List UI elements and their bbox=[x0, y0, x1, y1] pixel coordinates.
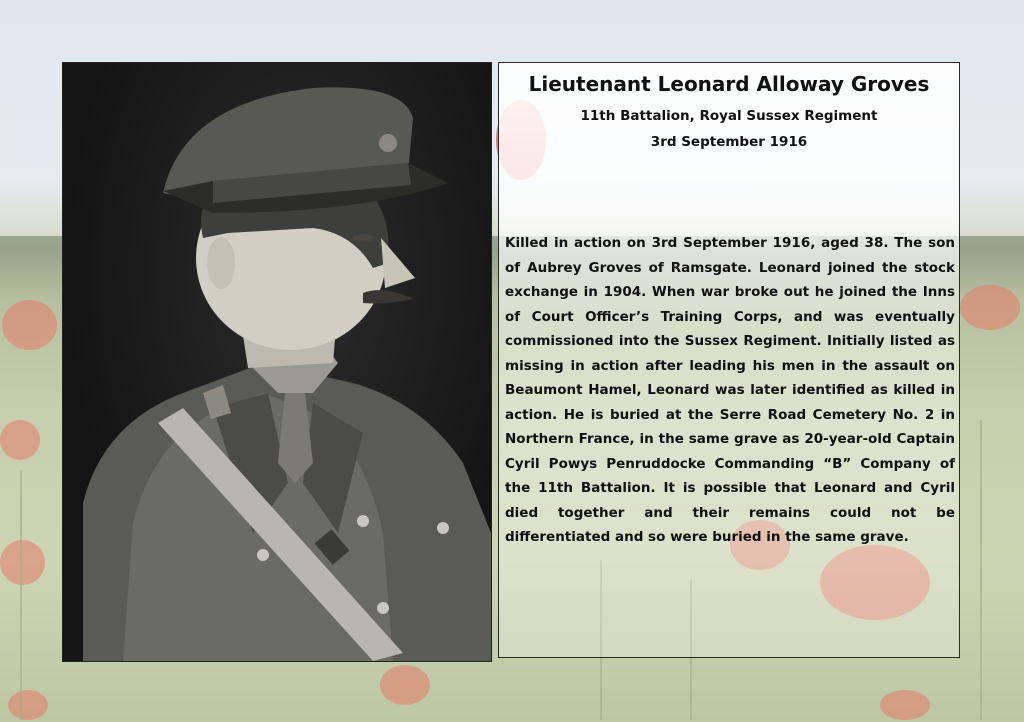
soldier-name-heading: Lieutenant Leonard Alloway Groves bbox=[528, 72, 930, 96]
memorial-text-panel bbox=[498, 62, 960, 658]
unit-subheading: 11th Battalion, Royal Sussex Regiment bbox=[580, 108, 878, 124]
poppy-flower bbox=[0, 420, 40, 460]
biography-paragraph: Killed in action on 3rd September 1916, aged 38. The son of Aubrey Groves of Ramsgate. Leonard joined the stock exchange in 1904. When war broke out he joined the Inns of Court Officer’s Training Corps, and was eventually commissioned into the Sussex Regiment. Initially listed as missing in action after leading his men in the assault on Beaumont Hamel, Leonard was later identified as killed in action. He is buried at the Serre Road Cemetery No. 2 in Northern France, in the same grave as 20-year-old Captain Cyril Powys Penruddocke Commanding “B” Company of the 11th Battalion. It is possible that Leonard and Cyril died together and their remains could not be differentiated and so were buried in the same grave. bbox=[505, 235, 955, 545]
date-subheading: 3rd September 1916 bbox=[650, 134, 808, 150]
poppy-stem bbox=[20, 470, 22, 720]
poppy-flower bbox=[380, 665, 430, 705]
poppy-flower bbox=[8, 690, 48, 720]
poppy-stem bbox=[980, 420, 982, 720]
officer-portrait-drawing bbox=[63, 63, 491, 661]
poppy-flower bbox=[960, 285, 1020, 330]
poppy-flower bbox=[880, 690, 930, 720]
portrait-photo bbox=[62, 62, 492, 662]
poppy-flower bbox=[0, 540, 45, 585]
poppy-flower bbox=[2, 300, 57, 350]
